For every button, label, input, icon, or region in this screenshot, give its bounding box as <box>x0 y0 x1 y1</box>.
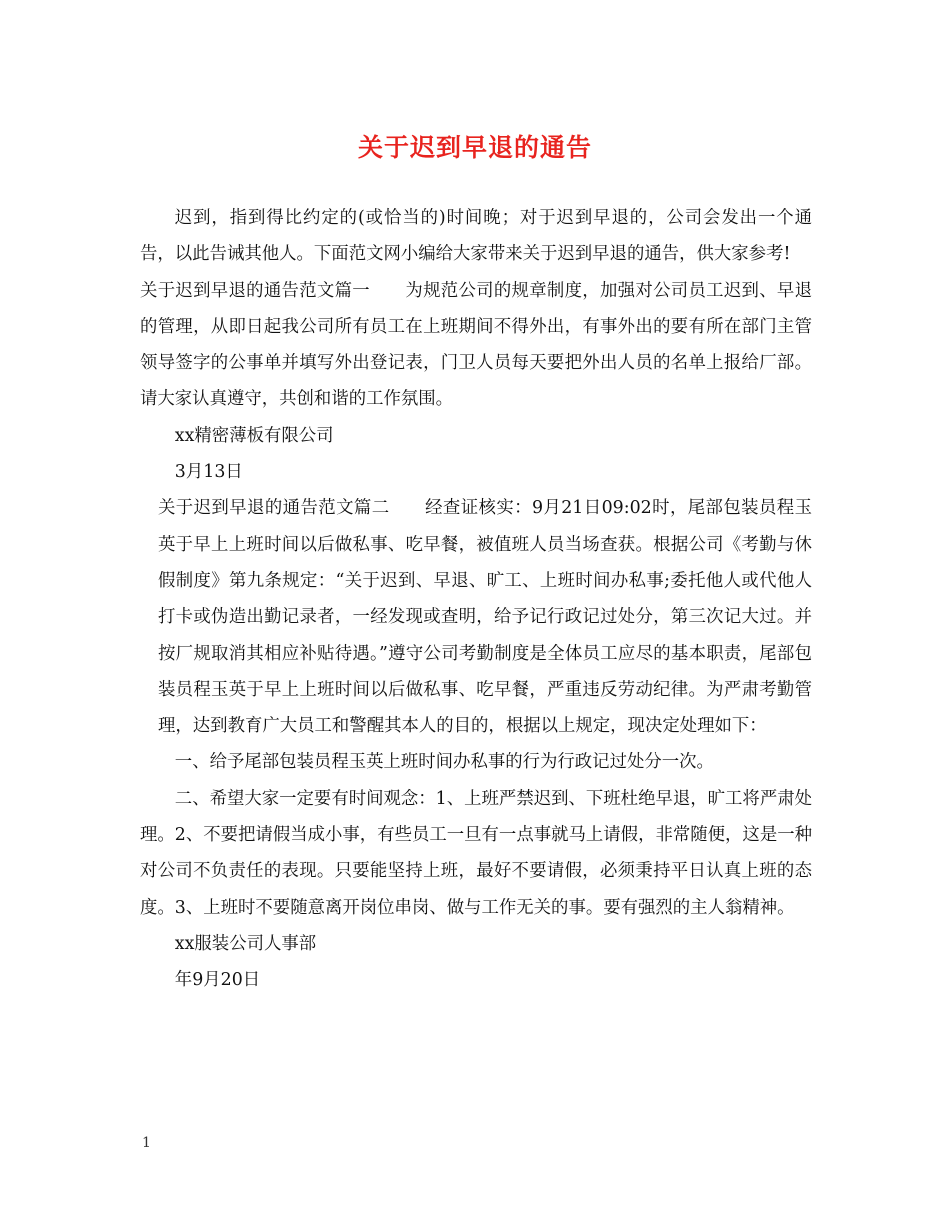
intro-paragraph: 迟到，指到得比约定的(或恰当的)时间晚；对于迟到早退的，公司会发出一个通告，以此告诫其他人。下面范文网小编给大家带来关于迟到早退的通告，供大家参考! <box>140 208 812 265</box>
document-body <box>140 200 812 999</box>
company-two-signature: xx服装公司人事部 <box>174 933 317 954</box>
date-two: 年9月20日 <box>174 970 261 991</box>
decision-one-paragraph: 一、给予尾部包装员程玉英上班时间办私事的行为行政记过处分一次。 <box>174 752 714 773</box>
sample-two-paragraph: 关于迟到早退的通告范文篇二 经查证核实：9月21日09:02时，尾部包装员程玉英于早上上班时间以后做私事、吃早餐，被值班人员当场查获。根据公司《考勤与休假制度》第九条规定：“关于迟到、早退、旷工、上班时间办私事;委托他人或代他人打卡或伪造出勤记录者，一经发现或查明，给予记行政记过处分，第三次记大过。并按厂规取消其相应补贴待遇。”遵守公司考勤制度是全体员工应尽的基本职责，尾部包装员程玉英于早上上班时间以后做私事、吃早餐，严重违反劳动纪律。为严肃考勤管理，达到教育广大员工和警醒其本人的目的，根据以上规定，现决定处理如下： <box>158 498 812 737</box>
date-one: 3月13日 <box>174 462 243 483</box>
company-one-signature: xx精密薄板有限公司 <box>174 425 334 446</box>
sample-one-paragraph: 关于迟到早退的通告范文篇一 为规范公司的规章制度，加强对公司员工迟到、早退的管理，从即日起我公司所有员工在上班期间不得外出，有事外出的要有所在部门主管领导签字的公事单并填写外出登记表，门卫人员每天要把外出人员的名单上报给厂部。请大家认真遵守，共创和谐的工作氛围。 <box>140 280 812 410</box>
document-title: 关于迟到早退的通告 <box>357 133 592 162</box>
page-number: 1 <box>142 1135 151 1151</box>
decision-two-paragraph: 二、希望大家一定要有时间观念：1、上班严禁迟到、下班杜绝早退，旷工将严肃处理。2、不要把请假当成小事，有些员工一旦有一点事就马上请假，非常随便，这是一种对公司不负责任的表现。只要能坚持上班，最好不要请假，必须秉持平日认真上班的态度。3、上班时不要随意离开岗位串岗、做与工作无关的事。要有强烈的主人翁精神。 <box>140 788 812 918</box>
